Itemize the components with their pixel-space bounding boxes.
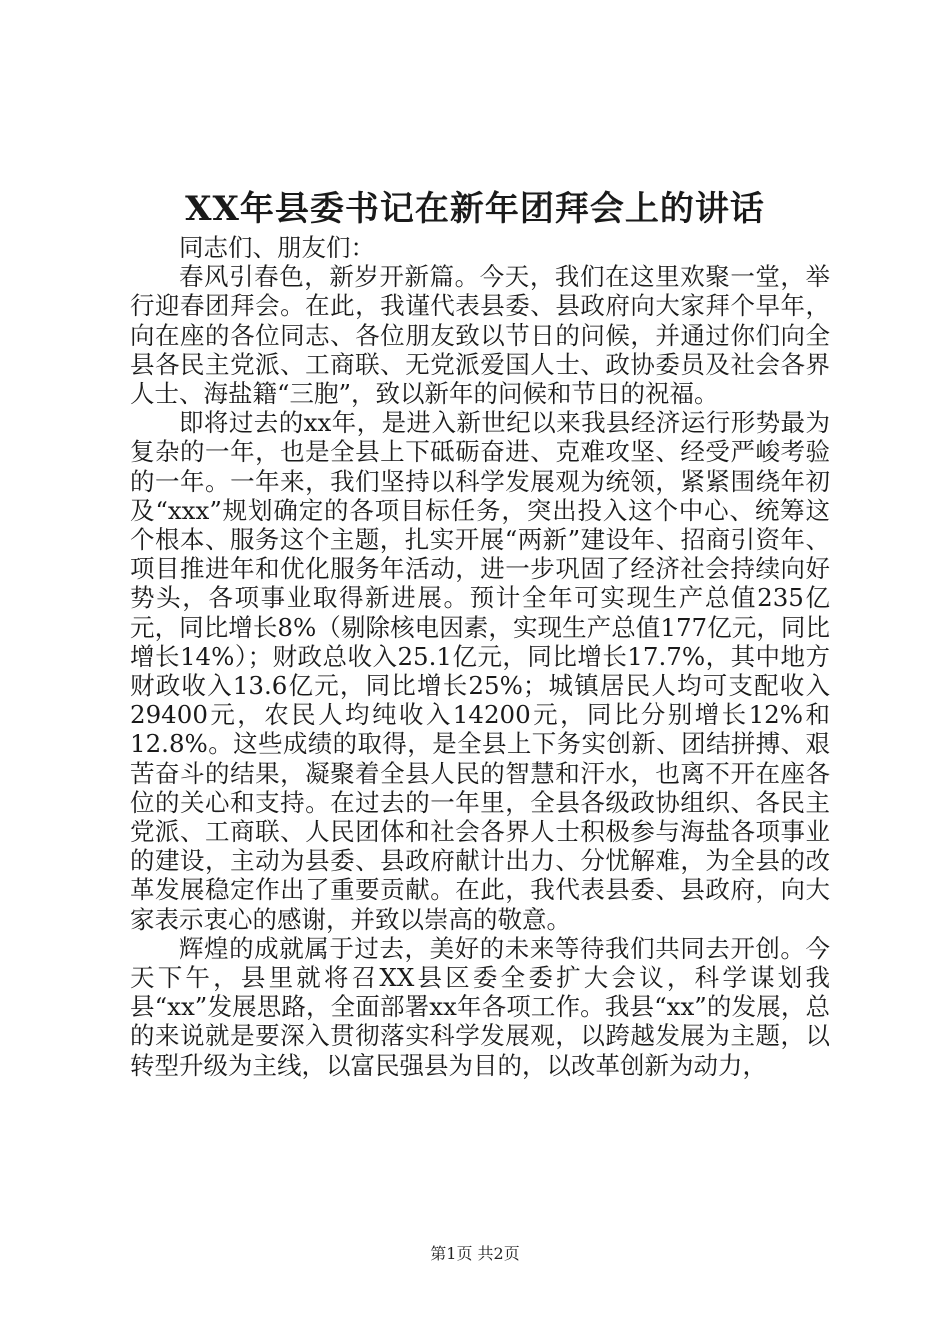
- document-body: [130, 233, 830, 1080]
- body-paragraph: 辉煌的成就属于过去，美好的未来等待我们共同去开创。今天下午，县里就将召XX县区委全委扩大会议，科学谋划我县“xx”发展思路，全面部署xx年各项工作。我县“xx”的发展，总的来说就是要深入贯彻落实科学发展观，以跨越发展为主题，以转型升级为主线，以富民强县为目的，以改革创新为动力，: [130, 933, 830, 1080]
- document-title: XX年县委书记在新年团拜会上的讲话: [185, 189, 765, 229]
- page-number-footer: 第1页 共2页: [430, 1244, 520, 1263]
- salutation-paragraph: 同志们、朋友们：: [179, 233, 375, 262]
- body-paragraph: 即将过去的xx年，是进入新世纪以来我县经济运行形势最为复杂的一年，也是全县上下砥砺奋进、克难攻坚、经受严峻考验的一年。一年来，我们坚持以科学发展观为统领，紧紧围绕年初及“xxx”规划确定的各项目标任务，突出投入这个中心、统筹这个根本、服务这个主题，扎实开展“两新”建设年、招商引资年、项目推进年和优化服务年活动，进一步巩固了经济社会持续向好势头，各项事业取得新进展。预计全年可实现生产总值235亿元，同比增长8%（剔除核电因素，实现生产总值177亿元，同比增长14%）；财政总收入25.1亿元，同比增长17.7%，其中地方财政收入13.6亿元，同比增长25%；城镇居民人均可支配收入29400元，农民人均纯收入14200元，同比分别增长12%和12.8%。这些成绩的取得，是全县上下务实创新、团结拼搏、艰苦奋斗的结果，凝聚着全县人民的智慧和汗水，也离不开在座各位的关心和支持。在过去的一年里，全县各级政协组织、各民主党派、工商联、人民团体和社会各界人士积极参与海盐各项事业的建设，主动为县委、县政府献计出力、分忧解难，为全县的改革发展稳定作出了重要贡献。在此，我代表县委、县政府，向大家表示衷心的感谢，并致以崇高的敬意。: [130, 408, 830, 934]
- body-paragraph: 春风引春色，新岁开新篇。今天，我们在这里欢聚一堂，举行迎春团拜会。在此，我谨代表县委、县政府向大家拜个早年，向在座的各位同志、各位朋友致以节日的问候，并通过你们向全县各民主党派、工商联、无党派爱国人士、政协委员及社会各界人士、海盐籍“三胞”，致以新年的问候和节日的祝福。: [130, 262, 830, 409]
